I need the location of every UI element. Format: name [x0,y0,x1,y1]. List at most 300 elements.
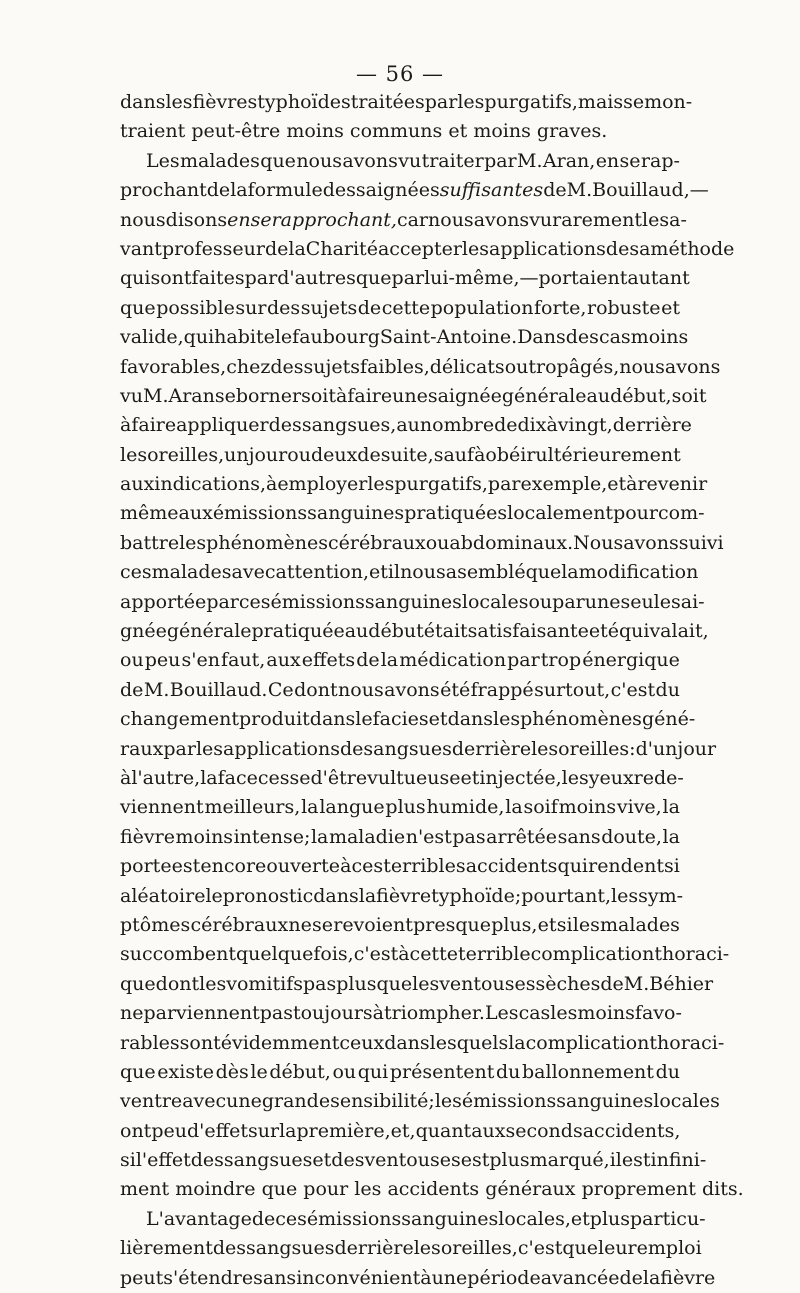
text-line [120,735,717,764]
word: il [609,1149,622,1172]
text-line [120,499,705,528]
word: d'un [635,737,678,760]
word: purgatifs, [394,473,488,496]
word: l'effet [135,1149,191,1172]
word: triompher. [384,1002,485,1025]
word: encore [200,855,267,878]
word: dans [309,708,356,731]
word: frappé [470,678,534,701]
word: sym- [638,884,684,907]
word: favo- [634,1002,682,1025]
word: et [312,1149,332,1172]
word: les [457,91,485,113]
word: avancée [540,1266,620,1289]
word: nous [296,149,342,172]
word: cette [409,943,458,966]
word: sans [253,1266,297,1289]
word: battre [120,531,180,554]
word: ou [120,649,144,672]
word: dits. [701,1178,744,1201]
word: rendent [588,855,664,878]
word: les [199,972,227,995]
word: du [495,1060,521,1083]
word: plus [336,972,377,995]
word: période [467,1266,541,1289]
word: les [493,708,521,731]
word: à [420,1266,432,1289]
word: portaient [538,267,628,290]
text-line [120,852,680,881]
word: terribles [383,855,466,878]
word: ptômes [120,913,191,936]
text-line [120,793,680,822]
word: face [217,766,258,789]
word: favorables, [120,355,227,378]
word: Dans [517,326,566,349]
word: avons [664,355,721,378]
word: le [205,884,223,907]
word: à [265,473,278,496]
text-line [120,999,680,1028]
word: c'est [353,943,399,966]
word: rarement [552,208,643,231]
word: et [369,561,388,584]
word: deux [310,443,358,466]
word: des [190,1149,224,1172]
word: pas [259,1002,293,1025]
word: que [120,1060,156,1083]
word: c'est [610,678,656,701]
word: la [279,1119,297,1142]
word: les [461,237,489,260]
word: ventouses [364,1149,461,1172]
word: changement [120,708,239,731]
word: suite, [380,443,434,466]
word: thoraci- [654,943,730,966]
word: emploi [636,1237,702,1260]
word: aux [178,502,213,525]
word: sangsues [223,1149,313,1172]
word: vu [398,149,422,172]
word: lièrement [120,1237,213,1260]
word: injectée, [479,766,562,789]
word: semblé [457,561,526,584]
word: ces [275,1207,307,1230]
word: les [611,884,639,907]
text-line [120,1087,720,1116]
word: appliquer [176,414,269,437]
word: qui [557,855,589,878]
word: nous [619,355,665,378]
word: ouverte [266,855,341,878]
word: n'est [405,825,452,848]
word: possible [156,296,235,319]
word: sensibilité [330,1090,429,1113]
word: par [391,267,425,290]
word: faites [191,267,245,290]
word: géné- [641,708,696,731]
word: par [424,91,458,113]
word: — [689,179,709,202]
word: la [288,237,306,260]
text-line [120,764,684,793]
word: surtout, [534,678,611,701]
word: et, [390,1119,416,1142]
word: communs [349,120,443,143]
word: les [354,1178,382,1201]
word: est [460,1149,490,1172]
word: la [662,796,680,819]
text-line [120,676,680,705]
word: les [179,531,207,554]
word: à [336,384,348,407]
word: nombre [419,414,495,437]
word: à [120,766,132,789]
word: L'avantage [146,1207,252,1230]
word: fièvre [376,884,432,907]
text-line [120,441,680,470]
word: cesse [257,766,311,789]
word: disons [165,208,228,231]
text-line [120,470,708,499]
word: et [607,473,627,496]
word: Aran [168,384,215,407]
word: de [600,972,624,995]
word: de [339,737,364,760]
word: une [392,384,428,407]
word: l'autre, [131,766,201,789]
word: début, [269,1060,331,1083]
word: traiter [421,149,484,172]
word: ; [514,884,522,907]
text-line [120,353,721,382]
word: applications [223,737,340,760]
word: trop [540,649,582,672]
word: et [661,296,680,319]
word: faire [347,384,393,407]
word: et [570,1207,590,1230]
word: soif [523,796,558,819]
word: prochant [120,179,207,202]
word: un [224,443,249,466]
word: de [356,649,380,672]
word: porte [120,855,172,878]
word: par [487,473,521,496]
word: Bouillaud. [169,678,268,701]
word: à [546,414,558,437]
word: accidents [465,855,558,878]
word: les [531,737,559,760]
word: Nous [573,531,624,554]
text-line [120,911,680,940]
word: ventre [120,1090,183,1113]
word: sangsues [246,1237,335,1260]
word: obéir [485,443,536,466]
text-line [120,1264,716,1293]
word: quant [415,1119,472,1142]
word: locales [461,590,529,613]
word: le [642,208,660,231]
word: cérébraux [190,913,289,936]
word: se [623,91,645,113]
word: cette [381,296,431,319]
word: forte, [533,296,587,319]
text-line [120,294,680,323]
word: si [556,913,573,936]
word: locales [653,1090,720,1113]
word: employer [277,473,368,496]
word: la [662,825,680,848]
word: plus [489,1149,530,1172]
word: ou [425,531,450,554]
word: il [387,561,401,584]
word: traient [120,120,186,143]
word: robuste [586,296,661,319]
word: vingt, [557,414,613,437]
text-line [120,1117,680,1146]
word: exemple, [520,473,608,496]
word: ne [288,913,312,936]
word: pronostic [222,884,314,907]
word: qui [183,326,215,349]
text-line [120,206,687,235]
word: était [423,620,468,643]
word: rap- [640,149,680,172]
word: seconds [505,1119,583,1142]
word: que [562,1237,598,1260]
word: ces [351,855,384,878]
word: généraux [485,1178,576,1201]
word: que [261,1178,298,1201]
word: accepter [377,237,462,260]
word: énergique [582,649,680,672]
word: complication [530,943,655,966]
word: derrière [451,737,532,760]
word: la [508,1031,526,1054]
text-line [120,264,690,293]
word: la [380,649,399,672]
word: ceux [339,1031,385,1054]
word: effets [301,649,356,672]
word: les [412,972,440,995]
word: les [434,1090,462,1113]
word: avons [473,208,530,231]
word: professeur [161,237,265,260]
word: été [440,678,471,701]
word: de [357,296,382,319]
word: presque [413,913,492,936]
word: pourtant, [521,884,612,907]
word: les [572,913,600,936]
word: typhoïde [431,884,515,907]
word: produit [238,708,310,731]
word: se [312,913,334,936]
word: le [355,708,373,731]
word: ventouses [439,972,536,995]
word: thoraci- [649,1031,725,1054]
word: une [431,1266,468,1289]
word: émissions [306,1207,402,1230]
word: vultueuse [367,766,461,789]
word: est [171,855,201,878]
word: ces [238,590,271,613]
word: sans [557,825,601,848]
word: que [260,149,296,172]
word: à [626,473,638,496]
word: vu [529,208,553,231]
word: pas [302,972,337,995]
word: à [120,414,132,437]
word: c'est [517,1237,563,1260]
word: sangsues [363,737,452,760]
text-line [120,88,693,117]
word: cérébraux [327,531,426,554]
word: avec [231,561,276,584]
word: et [448,120,468,143]
word: Les [146,149,180,172]
word: que [120,296,156,319]
text-line [120,588,705,617]
word: nous [400,561,446,584]
word: une [584,590,621,613]
word: que [376,972,413,995]
word: de [619,1266,643,1289]
word: est [621,1149,651,1172]
word: malades [180,149,260,172]
text-line [120,411,692,440]
word: suivi [678,531,724,554]
word: sanguines [401,1207,499,1230]
word: du [655,678,680,701]
word: une [226,1090,262,1113]
word: peu [151,1119,187,1142]
word: de [357,443,381,466]
italic-word: se [250,208,272,231]
word: revoient [333,913,413,936]
word: des [322,179,356,202]
word: M. [566,179,593,202]
word: borner [235,384,302,407]
text-line [120,558,699,587]
word: proprement [581,1178,696,1201]
word: inconvénient [296,1266,421,1289]
text-line [120,823,680,852]
word: : [629,737,636,760]
word: ou [287,443,311,466]
word: de [206,179,231,202]
word: dès [215,1060,249,1083]
word: sur [247,1119,280,1142]
word: sur [235,296,267,319]
word: se [619,149,641,172]
word: Les [484,1002,519,1025]
text-line [120,1234,702,1263]
word: succombent [120,943,237,966]
word: oreilles, [440,1237,518,1260]
word: seule [620,590,672,613]
word: sai- [671,590,705,613]
word: ou [504,355,529,378]
word: délicats [429,355,505,378]
word: avec [182,1090,227,1113]
word: par [484,149,517,172]
word: d'être [310,766,368,789]
word: si [664,855,680,878]
word: générale [166,620,252,643]
word: fièvre [120,825,175,848]
word: a [445,561,458,584]
word: intense; [233,825,311,848]
word: — [519,267,539,290]
italic-word: rapprochant, [271,208,397,231]
word: purgatifs, [484,91,578,113]
word: phénomènes [520,708,642,731]
word: dont [155,972,200,995]
word: soit [301,384,337,407]
word: car [396,208,429,231]
word: la [230,179,248,202]
word: faubourg [292,326,380,349]
word: pour [303,1178,349,1201]
text-line [120,117,680,146]
word: plus [589,1207,631,1230]
word: fièvres [192,91,258,113]
word: dans [120,91,166,113]
word: moins [577,1002,635,1025]
word: se [214,384,236,407]
word: dans [384,1031,430,1054]
word: nous [428,208,474,231]
word: moins [558,796,617,819]
word: pratiquées [404,502,508,525]
word: autant [627,267,690,290]
word: émissions [270,590,365,613]
word: viennent [120,796,204,819]
word: phénomènes [206,531,328,554]
word: ne [120,1002,144,1025]
word: à [398,943,410,966]
word: saignées [355,179,440,202]
word: générale [501,384,587,407]
word: début [368,620,424,643]
word: de [264,237,289,260]
word: M. [143,678,170,701]
word: soit [671,384,707,407]
word: aléatoire [120,884,206,907]
word: valide, [120,326,184,349]
word: toujours [292,1002,373,1025]
word: pour [613,502,658,525]
word: habite [214,326,275,349]
word: typhoïdes [257,91,351,113]
word: gnée [120,620,167,643]
word: jour [677,737,717,760]
word: par [206,590,239,613]
word: Bouillaud, [592,179,690,202]
word: particu- [630,1207,706,1230]
word: par [163,737,196,760]
word: raux [120,737,164,760]
word: la [505,796,523,819]
word: à [372,1002,384,1025]
word: indications, [154,473,266,496]
word: pas [452,825,486,848]
text-line [120,382,707,411]
word: de [251,1207,276,1230]
word: émissions [212,502,308,525]
text-line [120,1205,706,1234]
text-line [120,176,709,205]
